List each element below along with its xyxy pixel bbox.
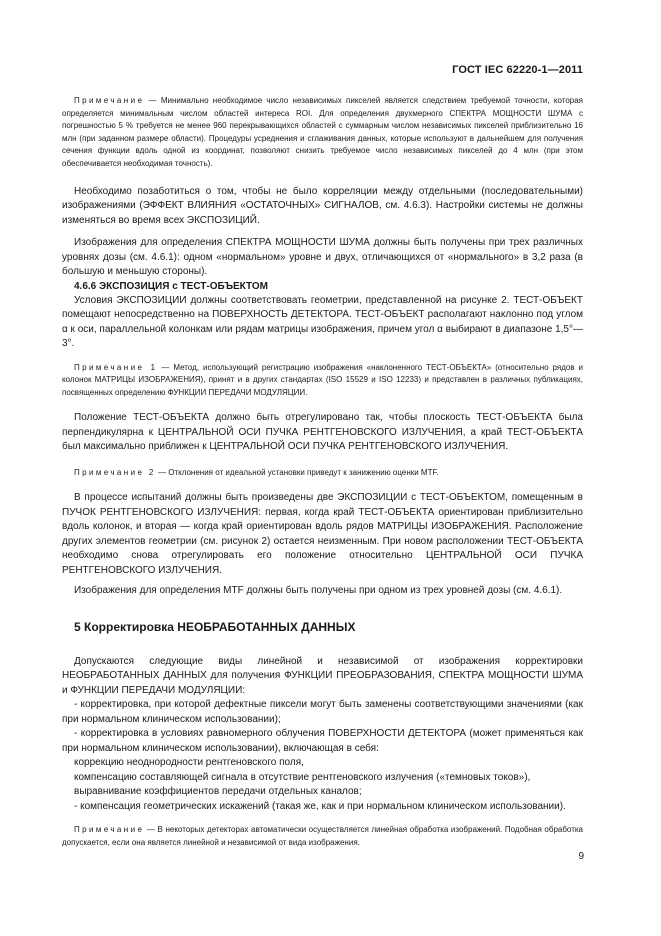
- note-label: Примечание 1: [74, 362, 158, 372]
- body-paragraph: Изображения для определения СПЕКТРА МОЩНОСТИ ШУМА должны быть получены при трех различных уровнях дозы (см. 4.6.1): одном «нормальном» уровне и двух, отличающихся от «нормального» в 3,2 раза (в большую и меньшую стороны).: [62, 237, 583, 278]
- note-paragraph: [62, 95, 583, 171]
- page-number: 9: [578, 851, 584, 862]
- body-paragraph: Изображения для определения MTF должны быть получены при одном из трех уровней дозы (см. 4.6.1).: [74, 585, 563, 597]
- note-text: — В некоторых детекторах автоматически осуществляется линейная обработка изображений. Подобная обработка допускается, если она является линейной и независимой от вида изображения.: [62, 825, 583, 848]
- list-subitem: выравнивание коэффициентов передачи отдельных каналов;: [74, 786, 362, 798]
- note-label: Примечание 2: [74, 467, 156, 477]
- body-paragraph: Допускаются следующие виды линейной и независимой от изображения корректировки НЕОБРАБОТАННЫХ ДАННЫХ для получения ФУНКЦИИ ПРЕОБРАЗОВАНИЯ, СПЕКТРА МОЩНОСТИ ШУМА и ФУНКЦИИ ПЕРЕДАЧИ МОДУЛЯЦИИ:: [62, 655, 583, 696]
- note-text: — Отклонения от идеальной установки приведут к занижению оценки MTF.: [155, 467, 439, 477]
- page-content: [62, 95, 583, 850]
- list-item: - корректировка, при которой дефектные пиксели могут быть заменены соответствующими значениями (как при нормальном клиническом использовании);: [62, 699, 583, 725]
- document-header: ГОСТ IEC 62220-1—2011: [452, 64, 583, 76]
- note-paragraph: [62, 824, 583, 849]
- section-heading: 5 Корректировка НЕОБРАБОТАННЫХ ДАННЫХ: [74, 619, 356, 634]
- note-text: — Минимально необходимое число независимых пикселей является следствием требуемой точности, которая определяется минимальным числом областей интереса ROI. Для определения двухмерного СПЕКТРА МОЩНОСТИ ШУМА с погрешностью 5 % требуется не менее 960 перекрывающихся областей с суммарным числом независимых пикселей приблизительно 16 млн (при заданном размере области). Процедуры усреднения и сглаживания данных, которые используют в дальнейшем для получения сечения функции вдоль одной из координат, позволяют снизить требуемое число независимых пикселей до 4 млн (при этом обеспечивается необходимая точность).: [62, 96, 583, 168]
- body-paragraph: Положение ТЕСТ-ОБЪЕКТА должно быть отрегулировано так, чтобы плоскость ТЕСТ-ОБЪЕКТА была перпендикулярна к ЦЕНТРАЛЬНОЙ ОСИ ПУЧКА РЕНТГЕНОВСКОГО ИЗЛУЧЕНИЯ, а край ТЕСТ-ОБЪЕКТА был максимально приближен к ЦЕНТРАЛЬНОЙ ОСИ ПУЧКА РЕНТГЕНОВСКОГО ИЗЛУЧЕНИЯ.: [62, 412, 583, 453]
- subsection-heading: 4.6.6 ЭКСПОЗИЦИЯ с ТЕСТ-ОБЪЕКТОМ: [74, 280, 269, 292]
- list-subitem: коррекцию неоднородности рентгеновского поля,: [74, 757, 304, 769]
- note-label: Примечание: [74, 825, 145, 835]
- note-text: — Метод, использующий регистрацию изображения «наклоненного ТЕСТ-ОБЪЕКТА» (относительно рядов и колонок МАТРИЦЫ ИЗОБРАЖЕНИЯ), принят и в других стандартах (ISO 15529 и ISO 12233) и представлен в различных публикациях, посвященных определению ФУНКЦИИ ПЕРЕДАЧИ МОДУЛЯЦИИ.: [62, 362, 584, 397]
- list-item: - компенсация геометрических искажений (такая же, как и при нормальном клиническом использовании).: [74, 800, 566, 812]
- note-paragraph: [62, 362, 583, 400]
- list-subitem: компенсацию составляющей сигнала в отсутствие рентгеновского излучения («темновых токов»),: [74, 771, 531, 783]
- body-paragraph: Условия ЭКСПОЗИЦИИ должны соответствовать геометрии, представленной на рисунке 2. ТЕСТ-ОБЪЕКТ помещают непосредственно на ПОВЕРХНОСТЬ ДЕТЕКТОРА. ТЕСТ-ОБЪЕКТ располагают наклонно под углом α к оси, параллельной колонкам или рядам матрицы изображения, причем угол α выбирают в диапазоне 1,5°—3°.: [62, 294, 583, 350]
- list-item: - корректировка в условиях равномерного облучения ПОВЕРХНОСТИ ДЕТЕКТОРА (может применяться как при нормальном клиническом использовании), включающая в себя:: [62, 728, 583, 754]
- body-paragraph: В процессе испытаний должны быть произведены две ЭКСПОЗИЦИИ с ТЕСТ-ОБЪЕКТОМ, помещенным в ПУЧОК РЕНТГЕНОВСКОГО ИЗЛУЧЕНИЯ: первая, когда край ТЕСТ-ОБЪЕКТА ориентирован приблизительно вдоль колонок, и вторая — когда край ориентирован вдоль рядов МАТРИЦЫ ИЗОБРАЖЕНИЯ. Расположение других элементов геометрии (см. рисунок 2) остается неизменным. При новом расположении ТЕСТ-ОБЪЕКТА необходимо снова отрегулировать его положение относительно ЦЕНТРАЛЬНОЙ ОСИ ПУЧКА РЕНТГЕНОВСКОГО ИЗЛУЧЕНИЯ.: [62, 492, 583, 576]
- note-label: Примечание: [74, 96, 145, 105]
- note-paragraph: [62, 467, 583, 480]
- body-paragraph: Необходимо позаботиться о том, чтобы не было корреляции между отдельными (последовательными) изображениями (ЭФФЕКТ ВЛИЯНИЯ «ОСТАТОЧНЫХ» СИГНАЛОВ, см. 4.6.3). Настройки системы не должны изменяться во время всех ЭКСПОЗИЦИЙ.: [62, 185, 583, 226]
